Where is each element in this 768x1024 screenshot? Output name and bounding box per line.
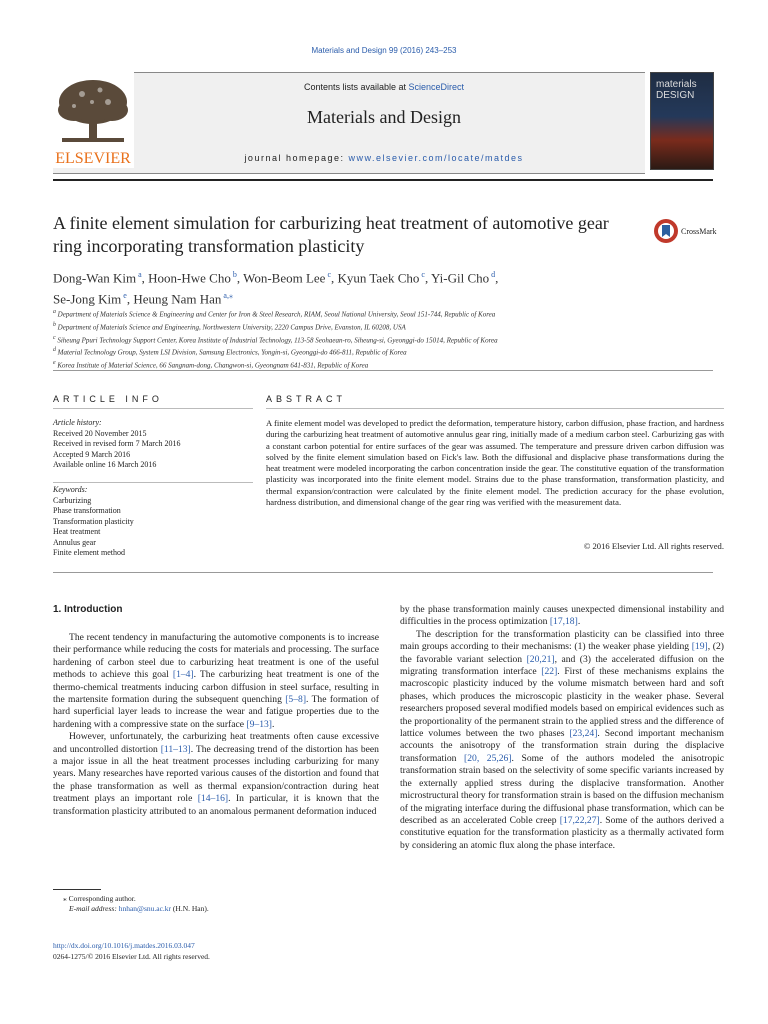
body-text: The description for the transformation plasticity can be classified into three main groups according to their mechanisms: (1) the weaker phase yielding	[400, 628, 724, 653]
doi-block	[53, 940, 383, 962]
body-column-right	[400, 604, 724, 852]
affiliation-item	[53, 345, 713, 358]
keyword-item: Finite element method	[53, 548, 125, 557]
history-item: Accepted 9 March 2016	[53, 449, 131, 459]
citation-link[interactable]: [20,21]	[526, 653, 555, 665]
article-info-heading: ARTICLE INFO	[53, 394, 163, 404]
authors-line-2: Se-Jong Kim $^e$, Heung Nam Han $^{a,⁎}$	[53, 291, 233, 307]
homepage-link[interactable]: www.elsevier.com/locate/matdes	[348, 153, 524, 163]
history-item: Received in revised form 7 March 2016	[53, 439, 181, 448]
body-text: . In particular, it is known that the transformation plasticity attributed to an anomalous permanent deformation induced	[53, 793, 379, 817]
author-affiliation-marker[interactable]: d	[489, 270, 496, 279]
author-affiliation-marker[interactable]: c	[325, 270, 331, 279]
keywords-label: Keywords:	[53, 485, 88, 494]
author-name: Hoon-Hwe Cho	[148, 270, 231, 286]
author-name: Dong-Wan Kim	[53, 270, 137, 286]
affiliation-marker: d	[53, 347, 56, 354]
citation-link[interactable]: [17,22,27]	[559, 814, 600, 826]
history-item: Available online 16 March 2016	[53, 460, 157, 469]
body-text: , (2) the favorable variant selection	[400, 641, 724, 665]
body-text: . Some of the authors modeled the anisotropic transformation strain based on the selectivity of some specific variants increased by the externally applied stress during the displacive transformation. Another microstructural theory for transformation strain is based on the diffusion mechanism of the migrating interface during the diffusional phase transformation, which can be described as an accelerated Coble creep	[400, 752, 724, 826]
citation-link[interactable]: [11–13]	[160, 743, 191, 755]
keywords-rule	[53, 482, 253, 483]
abstract-heading: ABSTRACT	[266, 394, 347, 404]
author-name: Won-Beom Lee	[243, 270, 326, 286]
history-list	[53, 429, 253, 471]
citation-link[interactable]: [14–16]	[197, 793, 229, 805]
copyright-notice: © 2016 Elsevier Ltd. All rights reserved.	[583, 541, 724, 551]
crossmark-badge[interactable]	[653, 216, 727, 246]
keyword-item: Transformation plasticity	[53, 516, 134, 526]
authors-line-1: Dong-Wan Kim $^a$, Hoon-Hwe Cho $^b$, Won-Beom Lee $^c$, Kyun Taek Cho $^c$, Yi-Gil Cho $^d$,	[53, 270, 499, 286]
affiliation-text: Department of Materials Science & Engineering and Center for Iron & Steel Research, RIAM, Seoul National University, Seoul 151-744, Republic of Korea	[55, 310, 496, 319]
author-name: Yi-Gil Cho	[431, 270, 490, 286]
affiliation-item	[53, 307, 713, 320]
citation-link[interactable]: [9–13]	[246, 718, 272, 730]
body-text: The recent tendency in manufacturing the automotive components is to increase their performance while reducing the costs for materials and processing. The surface hardening of carbon steel due to carburizing heat treatment is one of the useful methods to achieve this goal	[53, 632, 379, 681]
abstract-text: A finite element model was developed to predict the deformation, temperature history, carbon diffusion, phase fraction, and hardness during the carburizing heat treatment of automotive annulus gear ring, initially made of a medium carbon steel. Carburizing gas with a constant carbon potential for entire surfaces of the gear was assumed. The temperature and pressure driven carbon diffusion was solved by the finite element simulation based on Fick's law. Both the diffusional and displacive phase transformations during the heat treatment were modeled incorporating the carbon concentration inside the gear. The constitutive equation of the transformation plasticity was incorporated into the finite element model. Strains due to the phase transformation, transformation plasticity, and thermal expansion/contraction were calculated by the finite element model. The prediction accuracy for the phase evolution, hardness distribution, and dimensional change of the gear ring was verified with the measurement data.	[266, 418, 724, 508]
affiliation-text: Department of Materials Science and Engineering, Northwestern University, 2220 Campus Drive, Evanston, IL 60208, USA	[55, 323, 406, 332]
body-paragraph	[53, 731, 379, 818]
citation-link[interactable]: [23,24]	[569, 728, 598, 740]
author-name: Se-Jong Kim	[53, 291, 122, 307]
history-item: Received 20 November 2015	[53, 428, 147, 438]
citation-link[interactable]: [5–8]	[285, 694, 307, 706]
section-heading-introduction: 1. Introduction	[53, 604, 123, 615]
citation-link[interactable]: [17,18]	[549, 616, 578, 628]
crossmark-label: CrossMark	[681, 227, 717, 236]
author-affiliation-marker[interactable]: b	[230, 270, 237, 279]
article-info-rule	[53, 408, 253, 409]
affiliation-text: Siheung Ppuri Technology Support Center, Korea Institute of Industrial Technology, 113-58 Seohaean-ro, Siheung-si, Gyeonggi-do 15014, Republic of Korea	[55, 335, 498, 344]
affiliation-item	[53, 333, 713, 346]
affiliations	[53, 307, 713, 371]
issn-line: 0264-1275/© 2016 Elsevier Ltd. All rights reserved.	[53, 952, 210, 961]
contents-prefix: Contents lists available at	[303, 82, 409, 92]
author-affiliation-marker[interactable]: c	[419, 270, 425, 279]
author-affiliation-marker[interactable]: a,⁎	[221, 291, 233, 301]
body-text: . Second important mechanism accounts the anisotropy of the transformation strain during the displacive transformation	[400, 728, 724, 764]
journal-reference[interactable]: Materials and Design 99 (2016) 243–253	[311, 46, 457, 55]
body-text: . The decreasing trend of the distortion has been a major issue in all the heat treatment processes including carburizing for many years. Many researches have reported various causes of the distortion and found that the phase transformation as well as thermal expansion/contraction during heat treatment plays an important role	[53, 743, 379, 805]
body-text: . The carburizing heat treatment is one of the thermo-chemical treatments inducing carbon diffusion in steel surface, resulting in the martensite formation during the subsequent quenching	[53, 669, 379, 706]
body-text: However, unfortunately, the carburizing heat treatments often cause excessive and uncontrolled distortion	[53, 731, 379, 755]
footnote	[53, 894, 383, 914]
article-history	[53, 418, 253, 471]
body-paragraph	[400, 604, 724, 629]
keyword-item: Phase transformation	[53, 506, 121, 515]
author-name: Heung Nam Han	[133, 291, 222, 307]
elsevier-wordmark: ELSEVIER	[55, 150, 131, 167]
affiliation-marker: e	[53, 360, 56, 367]
affiliation-text: Korea Institute of Material Science, 66 Sangnam-dong, Changwon-si, Gyeongnam 641-831, Republic of Korea	[55, 361, 369, 370]
journal-title: Materials and Design	[307, 107, 461, 127]
email-suffix: (H.N. Han).	[171, 904, 209, 913]
affiliation-marker: c	[53, 334, 56, 341]
corresponding-author-note: ⁎ Corresponding author.	[63, 894, 136, 903]
citation-link[interactable]: [19]	[691, 641, 708, 653]
body-text: . Some of the authors derived a constitutive equation for the transformation plasticity as a thermally activated form by considering an atomic flux along the phase interface.	[400, 814, 725, 851]
body-text: . First of these mechanisms explains the macroscopic plasticity induced by the volume mismatch between hard and soft phases, which produces the microscopic plasticity in the weaker phase. Several researchers proposed several modified models based on empirical evidences such as the proportionality of the permanent strain to the applied stress and the difference of lattice volumes between the two phases	[400, 666, 724, 740]
body-text: . The formation of hard superficial layer leads to increase the wear and fatigue properties due to the hardening with a compressive state on the surface	[53, 694, 379, 730]
homepage-prefix: journal homepage:	[244, 153, 349, 163]
affiliation-marker: b	[53, 321, 56, 328]
citation-link[interactable]: [20, 25,26]	[464, 752, 512, 764]
affiliations-divider	[53, 370, 713, 371]
abstract-rule	[266, 408, 724, 409]
body-column-left	[53, 632, 379, 818]
crossmark-icon	[653, 216, 727, 246]
email-label: E-mail address:	[69, 904, 119, 913]
abstract-divider	[53, 572, 713, 573]
author-name: Kyun Taek Cho	[337, 270, 420, 286]
body-text: , and (3) the accelerated diffusion on the migrating transformation interface	[400, 653, 724, 678]
body-paragraph	[53, 632, 379, 731]
body-text: .	[272, 718, 275, 730]
affiliation-marker: a	[53, 309, 56, 315]
body-text: .	[577, 616, 581, 628]
body-paragraph	[400, 629, 724, 852]
affiliation-item	[53, 320, 713, 333]
author-affiliation-marker[interactable]: a	[136, 270, 142, 279]
paper-title: A finite element simulation for carburizing heat treatment of automotive gear ring incorporating transformation plasticity	[53, 213, 609, 256]
keywords	[53, 485, 253, 559]
affiliation-text: Material Technology Group, System LSI Division, Samsung Electronics, Yongin-si, Gyeonggi-do 466-811, Republic of Korea	[55, 348, 407, 357]
author-list	[53, 266, 653, 309]
citation-link[interactable]: [1–4]	[172, 669, 194, 681]
keyword-item: Annulus gear	[53, 537, 96, 547]
history-label: Article history:	[53, 418, 102, 427]
header-divider	[53, 179, 713, 181]
doi-link[interactable]: http://dx.doi.org/10.1016/j.matdes.2016.03.047	[53, 941, 195, 950]
keyword-list	[53, 496, 253, 559]
cover-title: materials DESIGN	[656, 79, 697, 101]
citation-link[interactable]: [22]	[541, 666, 558, 678]
body-text: by the phase transformation mainly causes unexpected dimensional instability and difficulties in the process optimization	[400, 604, 724, 628]
email-link[interactable]: hnhan@snu.ac.kr	[118, 904, 172, 913]
journal-cover-thumbnail[interactable]	[650, 72, 714, 170]
footnote-rule	[53, 889, 101, 890]
sciencedirect-link[interactable]: ScienceDirect	[408, 82, 465, 92]
keyword-item: Carburizing	[53, 495, 92, 505]
author-affiliation-marker[interactable]: e	[121, 291, 127, 301]
keyword-item: Heat treatment	[53, 527, 101, 536]
